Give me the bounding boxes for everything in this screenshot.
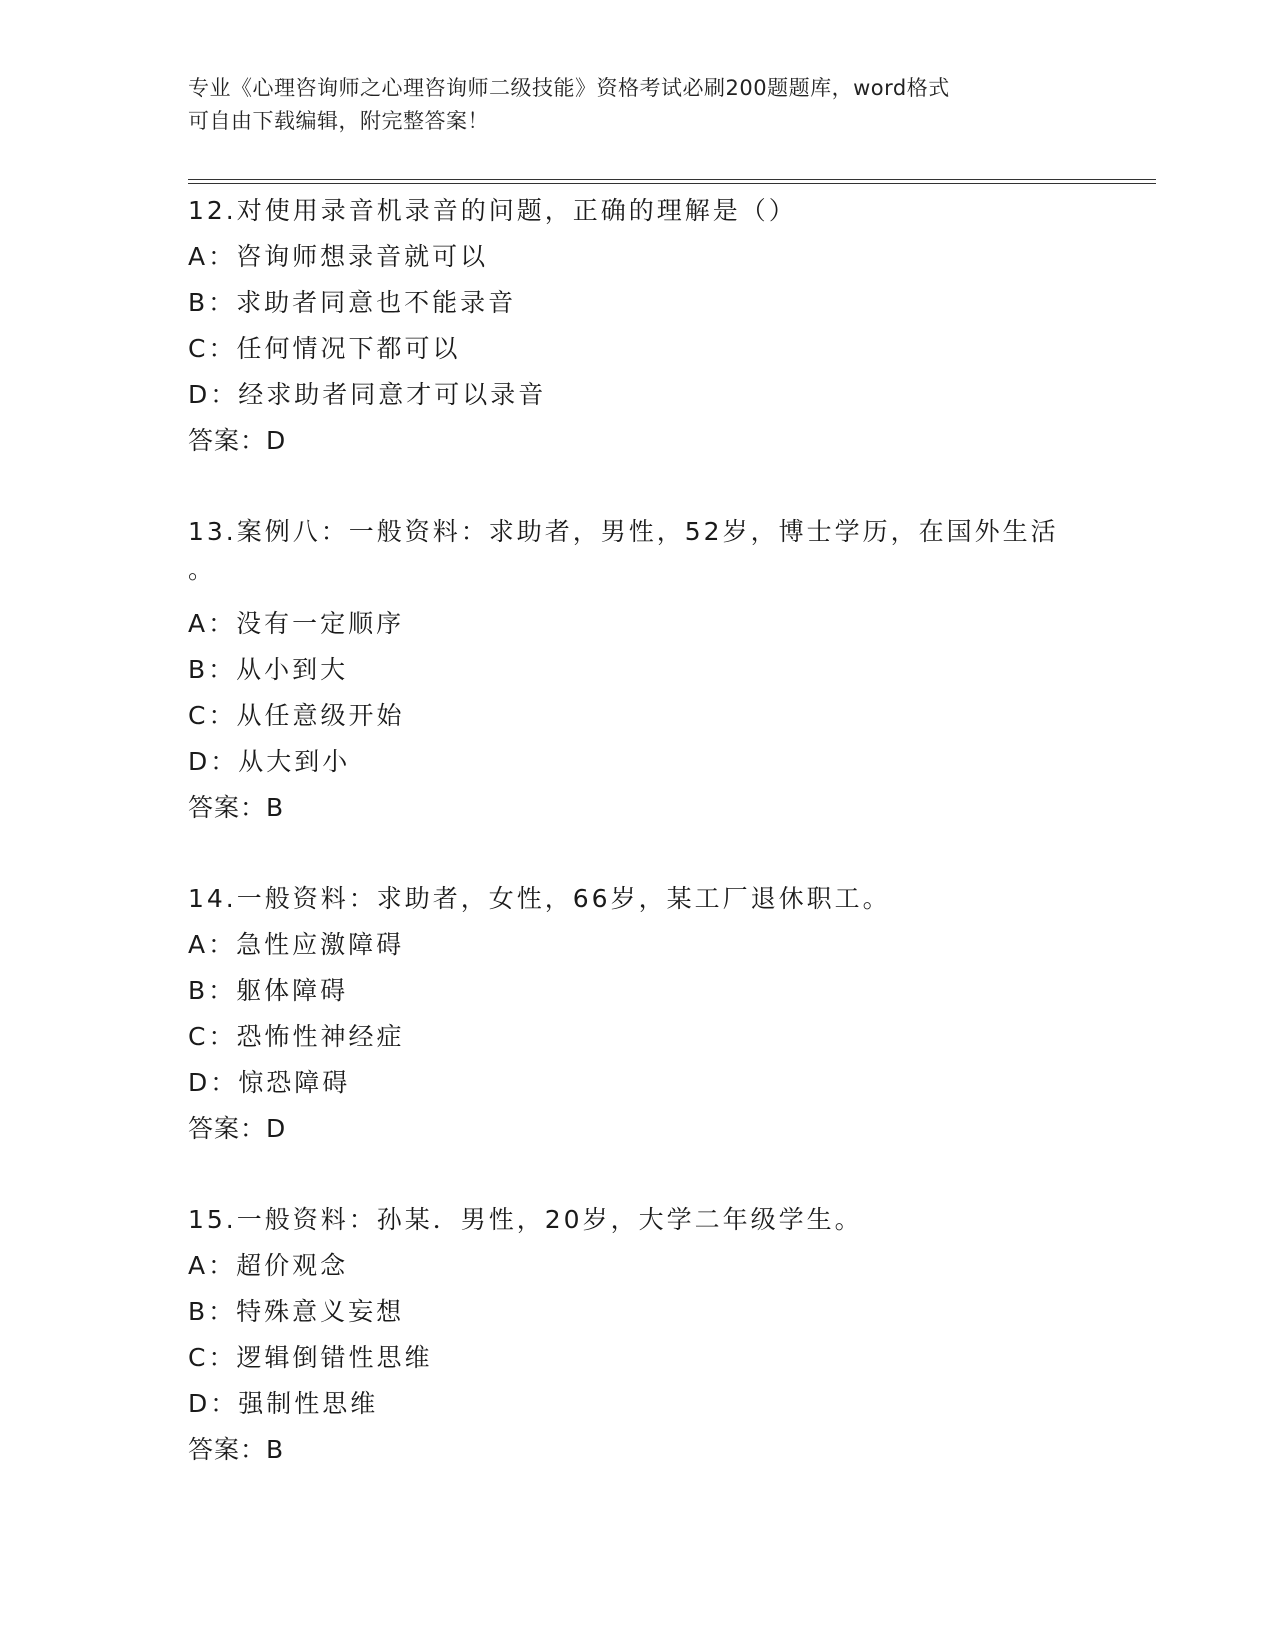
answer-line: 答案：D (188, 426, 287, 455)
question-stem: 15.一般资料：孙某．男性，20岁，大学二年级学生。 (188, 1205, 863, 1234)
option-d: D：强制性思维 (188, 1389, 379, 1418)
document-header (188, 72, 1088, 138)
option-c: C：逻辑倒错性思维 (188, 1343, 433, 1372)
option-d: D：经求助者同意才可以录音 (188, 380, 547, 409)
option-d: D：惊恐障碍 (188, 1068, 351, 1097)
question-stem: 13.案例八：一般资料：求助者，男性，52岁，博士学历，在国外生活 (188, 517, 1059, 546)
header-line-2: 可自由下载编辑，附完整答案！ (188, 109, 489, 133)
question-stem-continuation: 。 (188, 555, 217, 584)
question-14 (188, 876, 1108, 1152)
question-stem: 14.一般资料：求助者，女性，66岁，某工厂退休职工。 (188, 884, 891, 913)
answer-line: 答案：B (188, 793, 285, 822)
option-c: C：从任意级开始 (188, 701, 405, 730)
option-a: A：超价观念 (188, 1251, 349, 1280)
option-a: A：没有一定顺序 (188, 609, 405, 638)
answer-line: 答案：D (188, 1114, 287, 1143)
question-15 (188, 1197, 1108, 1473)
question-12 (188, 188, 1108, 464)
option-b: B：躯体障碍 (188, 976, 349, 1005)
question-13 (188, 509, 1108, 831)
header-divider-bottom (188, 183, 1156, 184)
answer-line: 答案：B (188, 1435, 285, 1464)
option-c: C：恐怖性神经症 (188, 1022, 405, 1051)
header-divider-top (188, 179, 1156, 180)
option-a: A：咨询师想录音就可以 (188, 242, 489, 271)
option-b: B：求助者同意也不能录音 (188, 288, 517, 317)
option-d: D：从大到小 (188, 747, 351, 776)
option-a: A：急性应激障碍 (188, 930, 405, 959)
question-stem: 12.对使用录音机录音的问题，正确的理解是（） (188, 196, 797, 225)
option-c: C：任何情况下都可以 (188, 334, 461, 363)
option-b: B：特殊意义妄想 (188, 1297, 405, 1326)
header-line-1: 专业《心理咨询师之心理咨询师二级技能》资格考试必刷200题题库，word格式 (188, 76, 950, 100)
option-b: B：从小到大 (188, 655, 349, 684)
